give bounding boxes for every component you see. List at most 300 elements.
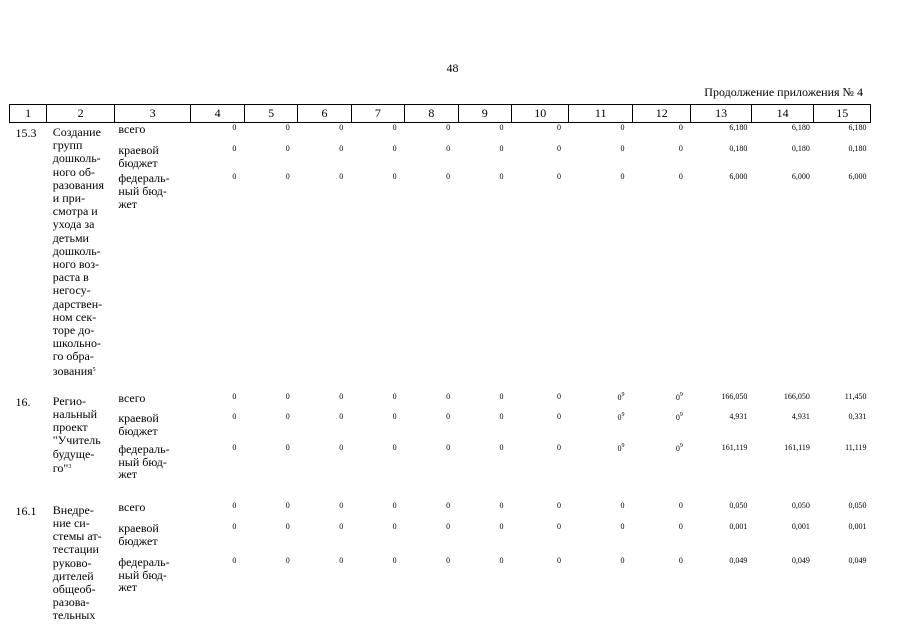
value-text: 0 [446, 123, 451, 132]
value-text: 0 [392, 522, 397, 532]
value-text: 0 [675, 412, 680, 422]
value-cell-col10 [511, 501, 568, 523]
value-text: 0 [620, 500, 625, 510]
value-text: 0 [285, 411, 290, 421]
event-name-line: стемы ат- [52, 529, 102, 544]
value-cell-col8 [405, 392, 458, 412]
value-text: 0,001 [848, 522, 867, 532]
value-text: 0 [678, 144, 683, 154]
value-cell-col15 [814, 501, 871, 523]
event-name-line: будуще- [52, 446, 95, 461]
event-name-line: ухода за [52, 217, 95, 232]
value-text: 0 [392, 500, 397, 510]
event-name-line: дарствен- [52, 296, 103, 311]
value-cell-col6 [298, 412, 351, 443]
value-text: 0 [446, 442, 451, 452]
value-text: 0 [499, 522, 504, 532]
value-cell-col7 [351, 501, 404, 523]
table-row [10, 123, 871, 145]
value-text: 0 [285, 442, 290, 452]
value-text: 0,180 [848, 144, 867, 154]
event-name-line: смотра и [52, 204, 98, 219]
value-cell-col7 [351, 412, 404, 443]
header-cell: 6 [298, 105, 351, 123]
value-cell-col13 [691, 412, 751, 443]
value-text: 6,180 [848, 123, 867, 132]
value-cell-col4 [191, 144, 244, 172]
value-cell-col7 [351, 123, 404, 145]
value-cell-col8 [405, 501, 458, 523]
value-text: 0 [499, 123, 504, 132]
value-text: 0 [446, 500, 451, 510]
value-text: 0 [285, 522, 290, 532]
header-cell: 12 [632, 105, 690, 123]
value-text: 166,050 [783, 391, 810, 401]
value-text: 0 [675, 443, 680, 453]
event-name-line: раста в [52, 270, 89, 285]
event-name-line: разова- [52, 595, 90, 610]
value-cell-col9 [458, 443, 511, 487]
value-cell-col15 [814, 123, 871, 145]
value-cell-col14 [751, 123, 814, 145]
value-text: 0 [620, 123, 625, 132]
value-text: 11,450 [844, 391, 867, 401]
header-cell: 3 [114, 105, 191, 123]
event-name-line: дошколь- [52, 243, 101, 258]
value-text: 0 [678, 123, 683, 132]
value-cell-col9 [458, 392, 511, 412]
value-text: 0 [392, 123, 397, 132]
event-name-line: "Учитель [52, 433, 101, 448]
value-cell-col6 [298, 501, 351, 523]
event-name-line: негосу- [52, 283, 91, 298]
footnote-mark: 9 [621, 391, 625, 398]
value-cell-col12 [632, 522, 690, 555]
event-name [47, 501, 115, 623]
value-cell-col13 [691, 556, 751, 623]
footnote-mark: 9 [679, 442, 683, 449]
value-text: 0 [499, 555, 504, 565]
budget-source-line: жет [118, 580, 138, 595]
value-cell-col15 [814, 392, 871, 412]
event-name-line: ние си- [52, 516, 90, 531]
budget-source-line: бюджет [118, 155, 158, 170]
budget-source [114, 412, 191, 443]
table-row [10, 522, 871, 555]
value-text: 0 [232, 411, 237, 421]
header-cell: 9 [458, 105, 511, 123]
value-text: 0 [499, 171, 504, 181]
value-text: 0 [620, 144, 625, 154]
value-cell-col14 [751, 412, 814, 443]
event-name-line: го" [52, 460, 69, 475]
value-cell-col7 [351, 392, 404, 412]
event-name-line: руково- [52, 555, 92, 570]
value-text: 0 [620, 171, 625, 181]
header-cell: 5 [244, 105, 297, 123]
event-name-line: Внедре- [52, 502, 94, 517]
value-cell-col12 [632, 123, 690, 145]
value-text: 0 [556, 442, 561, 452]
value-cell-col8 [405, 522, 458, 555]
event-name-line: детьми [52, 230, 89, 245]
spacer-cell [10, 378, 871, 392]
value-text: 11,119 [845, 442, 867, 452]
value-text: 0 [285, 123, 290, 132]
value-cell-col11 [569, 522, 633, 555]
event-name-line: разования [52, 177, 104, 192]
value-cell-col12 [632, 392, 690, 412]
value-cell-col6 [298, 144, 351, 172]
header-cell: 4 [191, 105, 244, 123]
value-text: 0 [339, 442, 344, 452]
value-cell-col10 [511, 556, 568, 623]
table-row [10, 412, 871, 443]
value-text: 0 [285, 171, 290, 181]
value-text: 0 [285, 555, 290, 565]
page-number: 48 [446, 61, 459, 75]
value-cell-col10 [511, 144, 568, 172]
event-name-line: школьно- [52, 336, 101, 351]
value-text: 6,000 [848, 171, 867, 181]
value-cell-col5 [244, 556, 297, 623]
block-spacer [10, 487, 871, 501]
table-row [10, 443, 871, 487]
value-text: 0 [232, 171, 237, 181]
event-name [47, 123, 115, 378]
value-cell-col11 [569, 172, 633, 378]
value-text: 4,931 [729, 411, 748, 421]
value-text: 0 [678, 500, 683, 510]
value-cell-col4 [191, 172, 244, 378]
value-cell-col11 [569, 556, 633, 623]
value-cell-col9 [458, 501, 511, 523]
value-cell-col14 [751, 144, 814, 172]
header-cell: 15 [814, 105, 871, 123]
value-text: 0 [678, 522, 683, 532]
budget-source-line: федераль- [118, 554, 170, 569]
value-text: 0,331 [848, 411, 867, 421]
event-name-line: тельных [52, 608, 96, 623]
header-cell: 8 [405, 105, 458, 123]
header-cell: 13 [691, 105, 751, 123]
value-cell-col12 [632, 172, 690, 378]
budget-source [114, 443, 191, 487]
event-name-line: ного воз- [52, 257, 100, 272]
value-cell-col9 [458, 123, 511, 145]
value-text: 0 [620, 555, 625, 565]
header-cell: 14 [751, 105, 814, 123]
value-text: 0,049 [729, 555, 748, 565]
value-cell-col15 [814, 412, 871, 443]
value-text: 0 [339, 171, 344, 181]
header-cell: 10 [511, 105, 568, 123]
value-text: 0 [392, 442, 397, 452]
value-text: 6,180 [729, 123, 748, 132]
value-text: 0 [675, 392, 680, 402]
spacer-cell [10, 487, 871, 501]
table-body [10, 123, 871, 623]
value-cell-col10 [511, 522, 568, 555]
value-text: 0,049 [848, 555, 867, 565]
value-cell-col14 [751, 556, 814, 623]
value-text: 0 [392, 144, 397, 154]
event-name-last-line [53, 461, 115, 475]
value-text: 0,001 [729, 522, 748, 532]
value-text: 0 [446, 144, 451, 154]
value-text: 0 [556, 171, 561, 181]
value-text: 0 [556, 123, 561, 132]
footnote-mark: 5 [92, 366, 96, 373]
event-name-line: и при- [52, 191, 86, 206]
value-text: 0,180 [791, 144, 810, 154]
budget-table [9, 104, 871, 623]
value-cell-col10 [511, 412, 568, 443]
value-cell-col4 [191, 392, 244, 412]
value-text: 0 [339, 144, 344, 154]
value-cell-col11 [569, 392, 633, 412]
value-text: 0 [339, 123, 344, 132]
value-text: 4,931 [791, 411, 810, 421]
value-cell-col5 [244, 412, 297, 443]
value-cell-col12 [632, 556, 690, 623]
value-cell-col12 [632, 144, 690, 172]
budget-source [114, 123, 191, 145]
value-cell-col12 [632, 443, 690, 487]
value-cell-col7 [351, 556, 404, 623]
budget-source-line: краевой [118, 410, 159, 425]
row-number: 15.3 [15, 126, 37, 140]
value-text: 0 [446, 411, 451, 421]
footnote-mark: 9 [621, 442, 625, 449]
budget-source-line: бюджет [118, 534, 158, 549]
value-cell-col10 [511, 123, 568, 145]
value-text: 0 [556, 411, 561, 421]
value-cell-col4 [191, 522, 244, 555]
value-text: 0 [446, 391, 451, 401]
budget-source-line: федераль- [118, 441, 170, 456]
value-text: 0 [617, 412, 622, 422]
value-text: 0 [339, 555, 344, 565]
budget-source-line: краевой [118, 521, 159, 536]
value-text: 0 [556, 500, 561, 510]
footnote-mark: 3 [68, 463, 72, 470]
value-cell-col6 [298, 392, 351, 412]
value-text: 0,050 [791, 500, 810, 510]
header-cell: 11 [569, 105, 633, 123]
budget-source [114, 522, 191, 555]
budget-source-line: всего [118, 122, 146, 136]
value-text: 0 [339, 411, 344, 421]
value-cell-col4 [191, 412, 244, 443]
value-cell-col13 [691, 501, 751, 523]
budget-source-line: бюджет [118, 423, 158, 438]
value-text: 0 [232, 391, 237, 401]
continuation-label: Продолжение приложения № 4 [704, 85, 863, 99]
value-text: 0 [285, 144, 290, 154]
value-text: 0 [285, 391, 290, 401]
value-text: 0,050 [848, 500, 867, 510]
value-text: 0 [339, 522, 344, 532]
budget-source-line: ный бюд- [118, 567, 167, 582]
value-cell-col5 [244, 172, 297, 378]
value-text: 0 [678, 171, 683, 181]
value-text: 0,050 [729, 500, 748, 510]
event-name-line: зования [52, 363, 93, 378]
value-text: 0 [285, 500, 290, 510]
header-cell: 2 [47, 105, 115, 123]
value-text: 0,001 [791, 522, 810, 532]
value-cell-col12 [632, 412, 690, 443]
event-name-line: тестации [52, 542, 99, 557]
event-name-line: го обра- [52, 349, 94, 364]
event-name-line: дителей [52, 568, 94, 583]
table-row [10, 392, 871, 412]
value-text: 0 [556, 391, 561, 401]
value-cell-col4 [191, 556, 244, 623]
value-cell-col15 [814, 522, 871, 555]
value-cell-col13 [691, 443, 751, 487]
value-text: 0 [446, 171, 451, 181]
value-cell-col13 [691, 144, 751, 172]
event-name-line: Создание [52, 125, 101, 139]
value-text: 0 [232, 500, 237, 510]
value-cell-col7 [351, 522, 404, 555]
value-cell-col14 [751, 522, 814, 555]
value-cell-col9 [458, 412, 511, 443]
budget-source [114, 392, 191, 412]
row-number: 16.1 [15, 503, 37, 518]
value-text: 161,119 [721, 442, 748, 452]
value-cell-col15 [814, 172, 871, 378]
value-cell-col8 [405, 556, 458, 623]
value-cell-col6 [298, 172, 351, 378]
value-text: 0 [339, 391, 344, 401]
event-name-line: Регио- [52, 393, 86, 408]
header-row [10, 105, 871, 123]
value-cell-col4 [191, 443, 244, 487]
footnote-mark: 9 [679, 411, 683, 418]
budget-source-line: жет [118, 196, 138, 211]
value-cell-col8 [405, 412, 458, 443]
value-text: 0 [392, 555, 397, 565]
value-cell-col11 [569, 144, 633, 172]
table-row [10, 172, 871, 378]
value-cell-col15 [814, 443, 871, 487]
value-cell-col13 [691, 392, 751, 412]
budget-source-line: всего [118, 499, 146, 514]
table-row [10, 556, 871, 623]
budget-source-line: ный бюд- [118, 454, 167, 469]
value-cell-col4 [191, 123, 244, 145]
value-cell-col5 [244, 501, 297, 523]
event-name-line: ного об- [52, 164, 95, 179]
value-cell-col8 [405, 123, 458, 145]
table-row [10, 501, 871, 523]
value-cell-col13 [691, 123, 751, 145]
budget-source-line: ный бюд- [118, 183, 167, 198]
budget-source-line: всего [118, 390, 146, 405]
value-cell-col5 [244, 443, 297, 487]
value-text: 0 [499, 500, 504, 510]
event-name-line: проект [52, 420, 88, 435]
value-text: 0 [446, 522, 451, 532]
budget-source [114, 144, 191, 172]
value-cell-col11 [569, 123, 633, 145]
value-cell-col6 [298, 556, 351, 623]
event-name-line: дошколь- [52, 151, 101, 166]
value-cell-col5 [244, 123, 297, 145]
value-cell-col14 [751, 392, 814, 412]
event-name-line: торе до- [52, 323, 95, 338]
footnote-mark: 9 [679, 391, 683, 398]
value-text: 0 [617, 392, 622, 402]
event-name-line: нальный [52, 407, 98, 422]
footnote-mark: 9 [621, 411, 625, 418]
budget-source [114, 172, 191, 378]
event-name-line: ном сек- [52, 309, 97, 324]
budget-source [114, 556, 191, 623]
value-text: 6,000 [729, 171, 748, 181]
value-text: 0 [392, 171, 397, 181]
value-text: 0,180 [729, 144, 748, 154]
value-cell-col9 [458, 522, 511, 555]
budget-source [114, 501, 191, 523]
value-text: 0 [499, 391, 504, 401]
value-cell-col9 [458, 556, 511, 623]
value-text: 0 [617, 443, 622, 453]
value-text: 0 [499, 411, 504, 421]
value-text: 0 [232, 522, 237, 532]
value-cell-col10 [511, 172, 568, 378]
value-cell-col11 [569, 412, 633, 443]
value-cell-col5 [244, 392, 297, 412]
value-cell-col8 [405, 172, 458, 378]
value-text: 0 [556, 555, 561, 565]
value-cell-col14 [751, 443, 814, 487]
value-text: 0 [620, 522, 625, 532]
budget-source-line: жет [118, 467, 138, 482]
value-cell-col6 [298, 123, 351, 145]
value-text: 0 [392, 411, 397, 421]
value-text: 0 [339, 500, 344, 510]
value-text: 0,049 [791, 555, 810, 565]
event-name-line: общеоб- [52, 582, 96, 597]
event-name-last-line [53, 364, 115, 378]
budget-source-line: федераль- [118, 170, 170, 185]
value-text: 0 [232, 144, 237, 154]
value-text: 0 [556, 522, 561, 532]
block-spacer [10, 378, 871, 392]
value-text: 0 [232, 555, 237, 565]
value-text: 0 [556, 144, 561, 154]
value-cell-col12 [632, 501, 690, 523]
value-text: 0 [499, 144, 504, 154]
value-cell-col8 [405, 443, 458, 487]
value-cell-col13 [691, 522, 751, 555]
value-cell-col15 [814, 556, 871, 623]
value-text: 6,180 [791, 123, 810, 132]
value-cell-col4 [191, 501, 244, 523]
value-text: 0 [232, 442, 237, 452]
value-cell-col7 [351, 443, 404, 487]
value-text: 166,050 [721, 391, 748, 401]
value-cell-col14 [751, 172, 814, 378]
value-text: 6,000 [791, 171, 810, 181]
value-cell-col11 [569, 443, 633, 487]
event-name-line: групп [52, 138, 83, 153]
value-cell-col10 [511, 443, 568, 487]
